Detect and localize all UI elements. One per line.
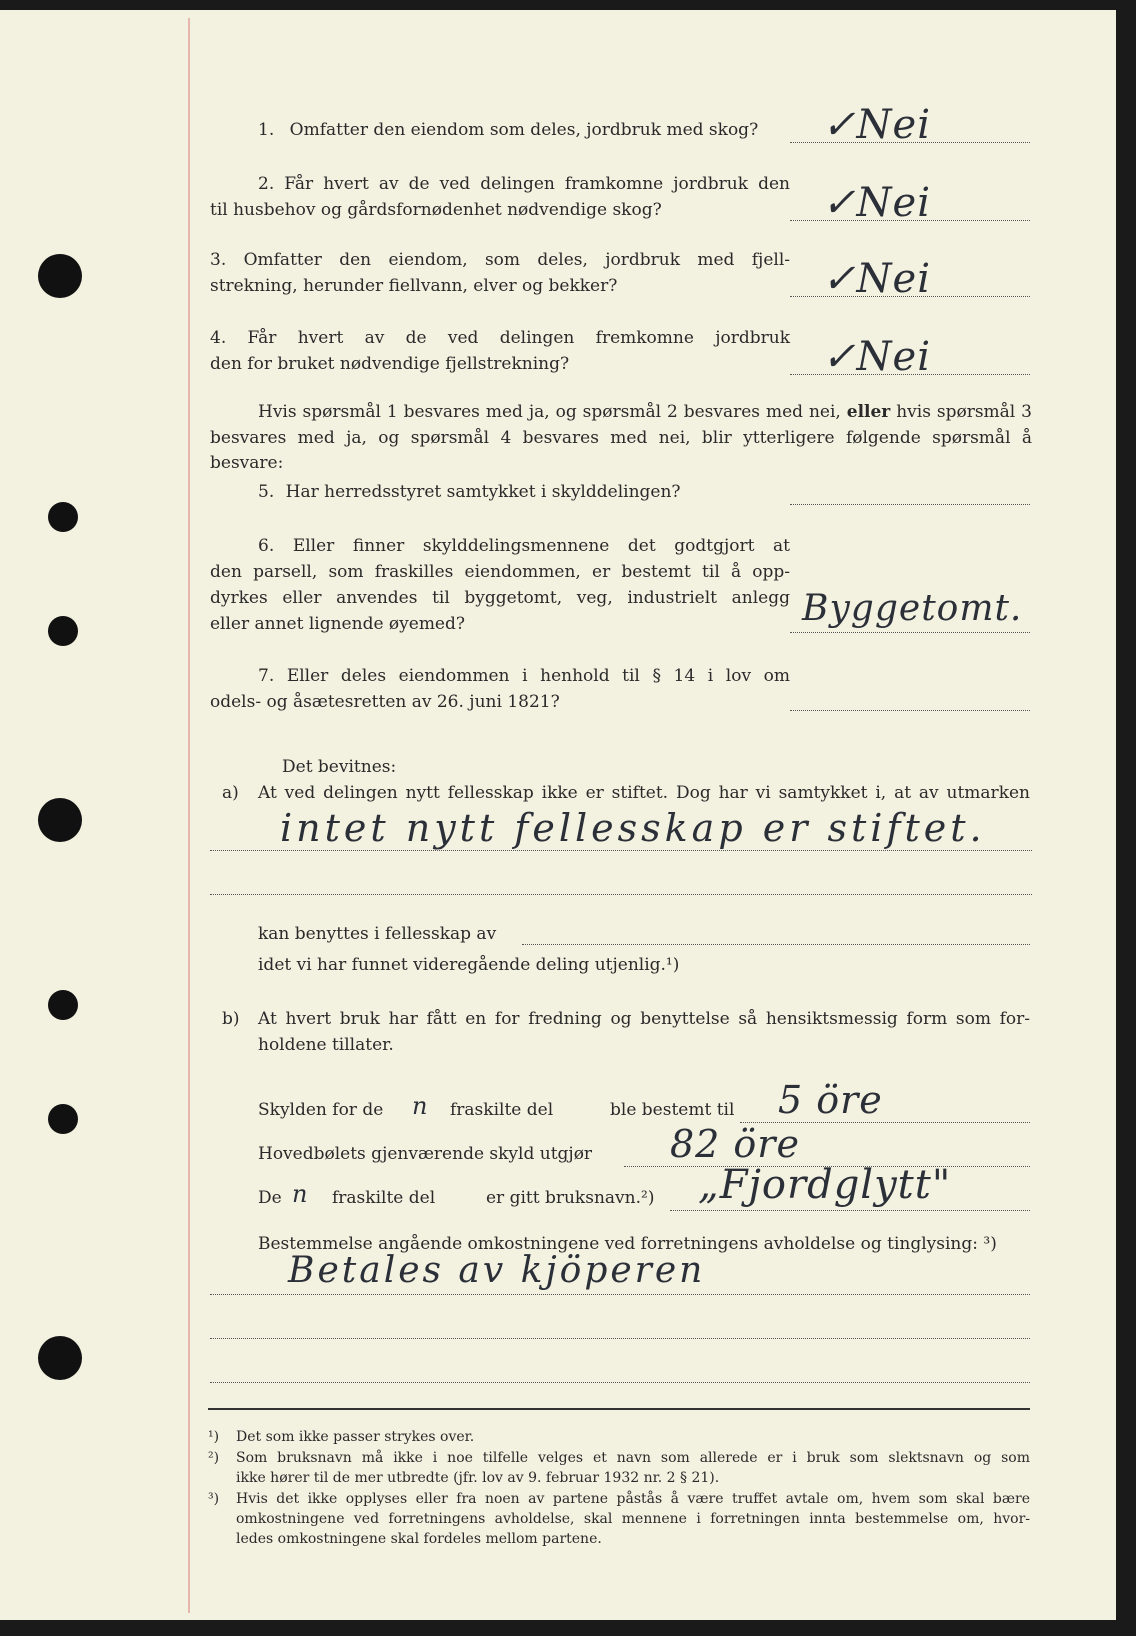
emphasis-or: eller [846,402,891,422]
common-use-label: kan benyttes i fellesskap av [258,924,497,944]
intro-line-1: Hvis spørsmål 1 besvares med ja, og spørsmål 2 besvares med nei, eller hvis spørsmål 3 [258,402,1032,422]
answer-line [210,1338,1030,1339]
answer-common-property: intet nytt fellesskap er stiftet. [280,806,986,850]
answer-bruksnavn: „Fjordglytt" [698,1162,952,1208]
binder-hole [38,798,82,842]
answer-line [790,710,1030,711]
binder-hole [38,1336,82,1380]
testimony-b-line-2: holdene tillater. [258,1035,394,1055]
skyld-determined: ble bestemt til [610,1100,735,1120]
question-6-line-2: den parsell, som fraskilles eiendommen, er bestemt til å opp- [210,562,790,582]
footnote-3-line-1: Hvis det ikke opplyses eller fra noen av partene påstås å være truffet avtale om, hvem som skal bære [236,1491,1030,1507]
answer-q6: Byggetomt. [802,588,1023,629]
testimony-b-line-1: At hvert bruk har fått en for fredning og benyttelse så hensiktsmessig form som for- [258,1009,1030,1029]
question-7-line-1 [210,664,790,689]
question-text: Får hvert av de ved delingen framkomne jordbruk den [284,174,790,194]
question-1 [258,118,758,143]
question-text: Får hvert av de ved delingen fremkomne jordbruk [247,328,790,348]
binder-hole [48,1104,78,1134]
answer-q1: ✓Nei [822,102,931,148]
answer-q2: ✓Nei [822,180,931,226]
answer-skyld: 5 öre [778,1078,883,1122]
answer-line [210,1294,1030,1295]
intro-line-2: besvares med ja, og spørsmål 4 besvares med nei, blir ytterligere følgende spørsmål å besvare: [210,428,1032,473]
question-number: 3. [210,250,227,270]
footnote-divider [208,1408,1030,1410]
testimony-heading: Det bevitnes: [282,757,397,777]
question-text: Omfatter den eiendom som deles, jordbruk med skog? [289,120,759,140]
margin-line [188,18,190,1613]
answer-q3: ✓Nei [822,256,931,302]
footnote-2-line-2: ikke hører til de mer utbredte (jfr. lov av 9. februar 1932 nr. 2 § 21). [236,1470,720,1486]
name-handwritten-suffix: n [292,1180,309,1208]
hovedbol-label: Hovedbølets gjenværende skyld utgjør [258,1144,593,1164]
answer-line [522,944,1030,945]
question-6-line-1 [210,534,790,559]
name-part: fraskilte del [332,1188,436,1208]
name-label: De [258,1188,282,1208]
skyld-part: fraskilte del [450,1100,554,1120]
question-number: 6. [258,536,275,556]
answer-line [790,632,1030,633]
question-6-line-4: eller annet lignende øyemed? [210,614,465,634]
footnote-3-line-2: omkostningene ved forretningens avholdelse, skal mennene i forretningen innta bestemmelse om, hvor- [236,1511,1030,1527]
found-text: idet vi har funnet videregående deling utjenlig.¹) [258,955,680,975]
answer-line [210,1382,1030,1383]
answer-line [210,894,1032,895]
document-page [0,10,1116,1620]
footnote-1-mark: ¹) [208,1429,220,1445]
question-number: 4. [210,328,227,348]
answer-line [670,1210,1030,1211]
footnote-1: Det som ikke passer strykes over. [236,1429,475,1445]
question-2-line-2: til husbehov og gårdsfornødenhet nødvendige skog? [210,200,662,220]
footnote-3-line-3: ledes omkostningene skal fordeles mellom partene. [236,1531,602,1547]
question-3-line-1 [210,248,790,273]
question-3-line-2: strekning, herunder fiellvann, elver og bekker? [210,276,618,296]
testimony-b-label: b) [222,1009,240,1029]
question-text: Eller deles eiendommen i henhold til § 14 i lov om [286,666,790,686]
cost-label: Bestemmelse angående omkostningene ved forretningens avholdelse og tinglysing: ³) [258,1234,997,1254]
question-text: Eller finner skylddelingsmennene det godtgjort at [292,536,791,556]
question-7-line-2: odels- og åsætesretten av 26. juni 1821? [210,692,560,712]
skyld-handwritten-suffix: n [412,1092,429,1120]
answer-line [790,504,1030,505]
question-number: 5. [258,482,275,502]
question-number: 2. [258,174,275,194]
answer-hovedbol: 82 öre [670,1122,800,1166]
binder-hole [48,990,78,1020]
footnote-2-mark: ²) [208,1450,220,1466]
question-5 [258,480,681,505]
footnote-3-mark: ³) [208,1491,220,1507]
question-number: 7. [258,666,275,686]
binder-hole [48,502,78,532]
answer-q4: ✓Nei [822,334,931,380]
testimony-a-text: At ved delingen nytt fellesskap ikke er stiftet. Dog har vi samtykket i, at av utmarken [258,783,1030,803]
footnote-2-line-1: Som bruksnavn må ikke i noe tilfelle velges et navn som allerede er i bruk som slektsnavn og som [236,1450,1030,1466]
binder-hole [38,254,82,298]
testimony-a-label: a) [222,783,239,803]
question-2-line-1 [210,172,790,197]
binder-hole [48,616,78,646]
question-4-line-2: den for bruket nødvendige fjellstrekning? [210,354,570,374]
name-given: er gitt bruksnavn.²) [486,1188,655,1208]
question-4-line-1 [210,326,790,351]
skyld-label: Skylden for de [258,1100,384,1120]
question-6-line-3: dyrkes eller anvendes til byggetomt, veg, industrielt anlegg [210,588,790,608]
answer-cost: Betales av kjöperen [288,1250,706,1291]
question-text: Har herredsstyret samtykket i skylddelingen? [285,482,681,502]
answer-line [210,850,1032,851]
question-text: Omfatter den eiendom, som deles, jordbruk med fjell- [243,250,790,270]
question-number: 1. [258,120,275,140]
